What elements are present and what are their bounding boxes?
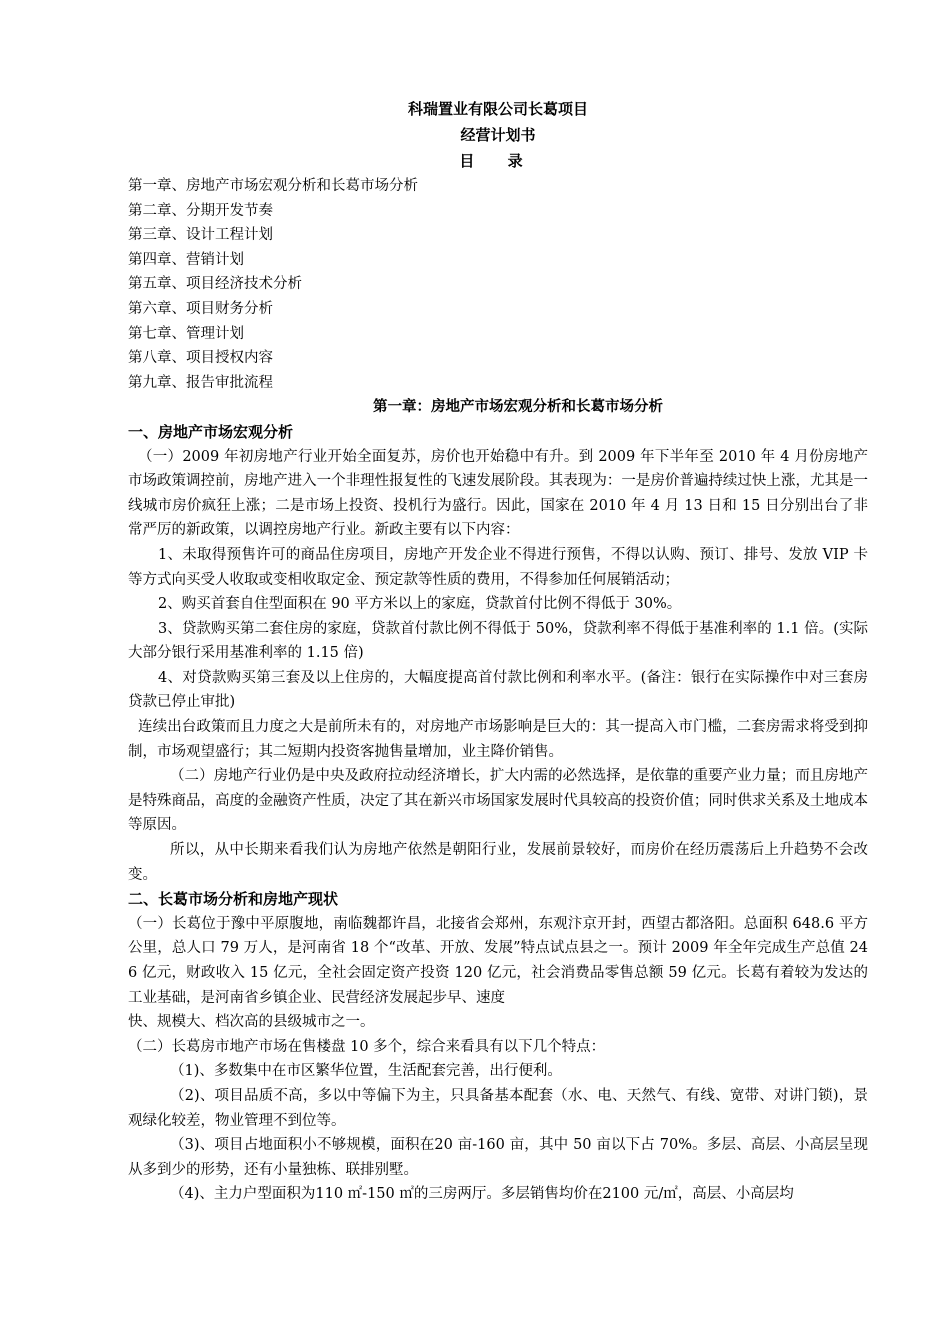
paragraph: 1、未取得预售许可的商品住房项目，房地产开发企业不得进行预售，不得以认购、预订、排号、发放 VIP 卡等方式向买受人收取或变相收取定金、预定款等性质的费用，不得参加任何展销活动；: [128, 546, 868, 588]
document-subtitle: 经营计划书: [460, 126, 536, 144]
paragraph: （一）2009 年初房地产行业开始全面复苏，房价也开始稳中有升。到 2009 年下半年至 2010 年 4 月份房地产市场政策调控前，房地产进入一个非理性报复性的飞速发展阶段。其表现为：一是房价普遍持续过快上涨，尤其是一线城市房价疯狂上涨；二是市场上投资、投机行为盛行。因此，国家在 2010 年 4 月 13 日和 15 日分别出台了非常严厉的新政策，以调控房地产行业。新政主要有以下内容：: [128, 448, 868, 539]
toc-item: 第七章、管理计划: [128, 325, 244, 342]
toc-item: 第六章、项目财务分析: [128, 300, 273, 317]
paragraph: （4)、主力户型面积为110 ㎡-150 ㎡的三房两厅。多层销售均价在2100 元/㎡，高层、小高层均: [170, 1186, 794, 1203]
paragraph: 快、规模大、档次高的县级城市之一。: [128, 1014, 375, 1031]
paragraph: 2、购买首套自住型面积在 90 平方米以上的家庭，贷款首付比例不得低于 30%。: [158, 596, 682, 613]
paragraph: （1)、多数集中在市区繁华位置，生活配套完善，出行便利。: [170, 1063, 562, 1080]
section-heading: 一、房地产市场宏观分析: [128, 422, 294, 441]
paragraph: 所以，从中长期来看我们认为房地产依然是朝阳行业，发展前景较好，而房价在经历震荡后上升趋势不会改变。: [128, 842, 868, 883]
document-page: [128, 96, 868, 1207]
paragraph: 4、对贷款购买第三套及以上住房的，大幅度提高首付款比例和利率水平。(备注：银行在实际操作中对三套房贷款已停止审批): [128, 669, 868, 711]
toc-item: 第一章、房地产市场宏观分析和长葛市场分析: [128, 178, 418, 194]
toc-title: 目 录: [459, 152, 537, 170]
toc-item: 第二章、分期开发节奏: [128, 202, 273, 219]
paragraph: （3)、项目占地面积小不够规模，面积在20 亩-160 亩，其中 50 亩以下占 70%。多层、高层、小高层呈现从多到少的形势，还有小量独栋、联排别墅。: [128, 1137, 868, 1178]
toc-item: 第五章、项目经济技术分析: [128, 276, 302, 293]
toc-item: 第四章、营销计划: [128, 251, 244, 268]
toc-item: 第九章、报告审批流程: [128, 374, 273, 391]
paragraph: （一）长葛位于豫中平原腹地，南临魏都许昌，北接省会郑州，东观汴京开封，西望古都洛阳。总面积 648.6 平方公里，总人口 79 万人，是河南省 18 个“改革、开放、发展”特点试点县之一。预计 2009 年全年完成生产总值 246 亿元，财政收入 15 亿元，全社会固定资产投资 120 亿元，社会消费品零售总额 59 亿元。长葛有着较为发达的工业基础，是河南省乡镇企业、民营经济发展起步早、速度: [128, 915, 868, 1006]
chapter-heading: 第一章：房地产市场宏观分析和长葛市场分析: [373, 398, 663, 416]
paragraph: 3、贷款购买第二套住房的家庭，贷款首付款比例不得低于 50%，贷款利率不得低于基准利率的 1.1 倍。(实际大部分银行采用基准利率的 1.15 倍): [128, 620, 868, 662]
toc-item: 第三章、设计工程计划: [128, 227, 273, 244]
table-of-contents: [128, 174, 868, 395]
document-title: 科瑞置业有限公司长葛项目: [407, 100, 588, 118]
paragraph: （二）长葛房市地产市场在售楼盘 10 多个，综合来看具有以下几个特点：: [128, 1038, 606, 1055]
section-heading: 二、长葛市场分析和房地产现状: [128, 890, 339, 909]
paragraph: （二）房地产行业仍是中央及政府拉动经济增长，扩大内需的必然选择，是依靠的重要产业力量；而且房地产是特殊商品，高度的金融资产性质，决定了其在新兴市场国家发展时代具较高的投资价值；同时供求关系及土地成本等原因。: [128, 768, 868, 834]
paragraph: 连续出台政策而且力度之大是前所未有的，对房地产市场影响是巨大的：其一提高入市门槛，二套房需求将受到抑制，市场观望盛行；其二短期内投资客抛售量增加，业主降价销售。: [128, 719, 868, 760]
paragraph: （2)、项目品质不高，多以中等偏下为主，只具备基本配套（水、电、天然气、有线、宽带、对讲门锁)，景观绿化较差，物业管理不到位等。: [128, 1087, 868, 1129]
toc-item: 第八章、项目授权内容: [128, 350, 273, 367]
